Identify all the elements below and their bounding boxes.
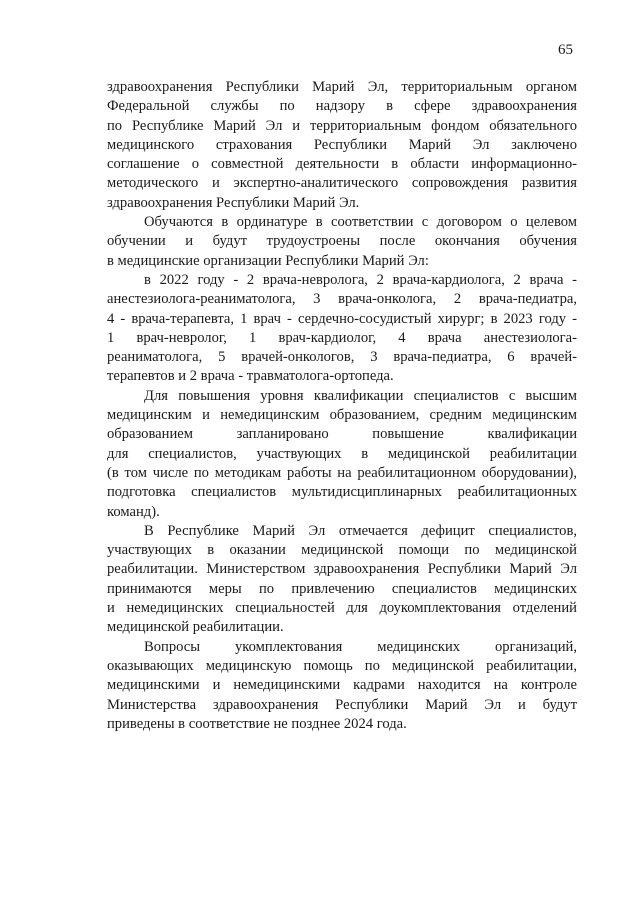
text-line: оказывающих медицинскую помощь по медицинской реабилитации, — [107, 657, 577, 674]
text-line: и немедицинских специальностей для доукомплектования отделений — [107, 600, 577, 617]
text-line: медицинского страхования Республики Марий Эл заключено — [107, 136, 577, 153]
text-line: терапевтов и 2 врача - травматолога-ортопеда. — [107, 368, 394, 385]
text-line: В Республике Марий Эл отмечается дефицит специалистов, — [144, 522, 577, 539]
text-line: (в том числе по методикам работы на реабилитационном оборудовании), — [107, 464, 577, 481]
text-line: 4 - врача-терапевта, 1 врач - сердечно-сосудистый хирург; в 2023 году - — [107, 310, 577, 327]
text-line: соглашение о совместной деятельности в области информационно- — [107, 156, 577, 173]
text-line: медицинским и немедицинским образованием, средним медицинским — [107, 407, 577, 424]
text-line: образованием запланировано повышение квалификации — [107, 426, 577, 443]
text-line: здравоохранения Республики Марий Эл. — [107, 194, 360, 211]
document-body — [107, 78, 577, 734]
text-line: в 2022 году - 2 врача-невролога, 2 врача-кардиолога, 2 врача - — [144, 271, 577, 288]
text-line: по Республике Марий Эл и территориальным фондом обязательного — [107, 117, 577, 134]
text-line: приведены в соответствие не позднее 2024 года. — [107, 715, 407, 732]
text-line: Федеральной службы по надзору в сфере здравоохранения — [107, 98, 577, 115]
text-line: участвующих в оказании медицинской помощи по медицинской — [107, 542, 577, 559]
text-line: медицинской реабилитации. — [107, 619, 284, 636]
text-line: реаниматолога, 5 врачей-онкологов, 3 врача-педиатра, 6 врачей- — [107, 349, 577, 366]
page-number: 65 — [558, 42, 573, 58]
text-line: Вопросы укомплектования медицинских организаций, — [144, 638, 577, 655]
text-line: 1 врач-невролог, 1 врач-кардиолог, 4 врача анестезиолога- — [107, 329, 577, 346]
text-line: Министерства здравоохранения Республики Марий Эл и будут — [107, 696, 577, 713]
text-line: обучении и будут трудоустроены после окончания обучения — [107, 233, 577, 250]
text-line: здравоохранения Республики Марий Эл, территориальным органом — [107, 79, 577, 95]
text-line: анестезиолога-реаниматолога, 3 врача-онколога, 2 врача-педиатра, — [107, 291, 577, 308]
text-line: методического и экспертно-аналитического сопровождения развития — [107, 175, 577, 192]
text-line: реабилитации. Министерством здравоохранения Республики Марий Эл — [107, 561, 577, 578]
text-line: медицинскими и немедицинскими кадрами находится на контроле — [107, 677, 577, 694]
text-line: подготовка специалистов мультидисциплинарных реабилитационных — [107, 484, 577, 501]
text-line: в медицинские организации Республики Марий Эл: — [107, 252, 429, 269]
text-line: принимаются меры по привлечению специалистов медицинских — [107, 580, 577, 597]
text-line: Для повышения уровня квалификации специалистов с высшим — [144, 387, 577, 404]
text-line: для специалистов, участвующих в медицинской реабилитации — [107, 445, 577, 462]
text-line: Обучаются в ординатуре в соответствии с договором о целевом — [144, 214, 577, 231]
text-line: команд). — [107, 503, 160, 520]
